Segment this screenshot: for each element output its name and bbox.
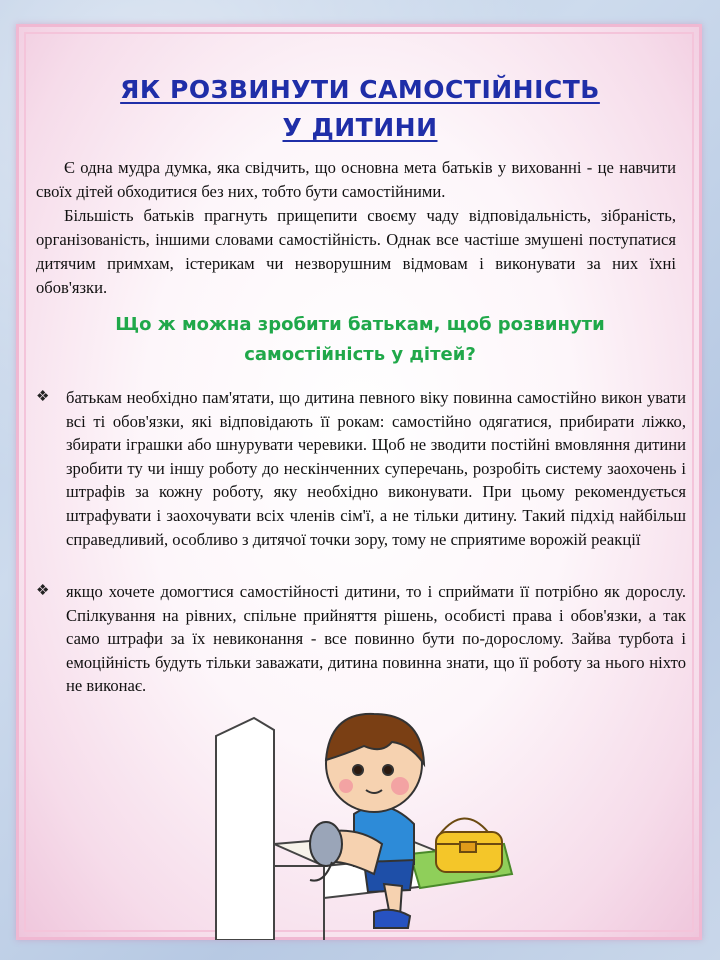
intro-paragraph-2: Більшість батьків прагнуть прищепити своєму чаду відповідальність, зібраність, організованість, іншими словами самостійність. Однак все частіше змушені поступатися дитячим примхам, істерикам чи незворушним відмовам і виконувати за них їхні обов'язки. <box>36 206 676 297</box>
page-title-line-1: ЯК РОЗВИНУТИ САМОСТІЙНІСТЬ <box>120 75 600 104</box>
bag-icon <box>436 818 502 872</box>
intro-text <box>36 156 676 300</box>
bullet-item-1 <box>36 386 686 551</box>
intro-paragraph-1: Є одна мудра думка, яка свідчить, що основна мета батьків у вихованні - це навчити своїх дітей обходитися без них, тобто бути самостійними. <box>36 158 676 201</box>
boy-tying-shoe-illustration <box>214 684 514 940</box>
page-title-line-2: У ДИТИНИ <box>282 113 438 142</box>
diamond-bullet-icon: ❖ <box>36 389 50 405</box>
subheading-line-2: самостійність у дітей? <box>244 344 476 365</box>
bullet-item-2 <box>36 580 686 698</box>
subheading-line-1: Що ж можна зробити батькам, щоб розвинути <box>115 314 605 335</box>
bullet-text-2: якщо хочете домогтися самостійності дитини, то і сприймати її потрібно як дорослу. Спілкування на рівних, спільне прийняття рішень, особисті права і обов'язки, а так само штрафи за їх невиконання - все повинно бути по-дорослому. Зайва турбота і емоційність будуть тільки заважати, дитина повинна знати, що її роботу за нього ніхто не виконає. <box>66 582 686 696</box>
diamond-bullet-icon: ❖ <box>36 583 50 599</box>
bullet-text-1: батькам необхідно пам'ятати, що дитина певного віку повинна самостійно викон увати всі ті обов'язки, які відповідають її рокам: самостійно одягатися, прибирати ліжко, збирати іграшки або шнурувати черевики. Щоб не зводити постійні вмовляння дитини зробити ту чи іншу роботу до нескінченних суперечань, розробіть систему заохочень і штрафів за кожну роботу, яку необхідно виконувати. При цьому рекомендується штрафувати і заохочувати всіх членів сім'ї, а не тільки дитину. Такий підхід найбільш справедливий, особливо з дитячої точки зору, тому не сприятиме ворожій реакції <box>66 388 686 549</box>
